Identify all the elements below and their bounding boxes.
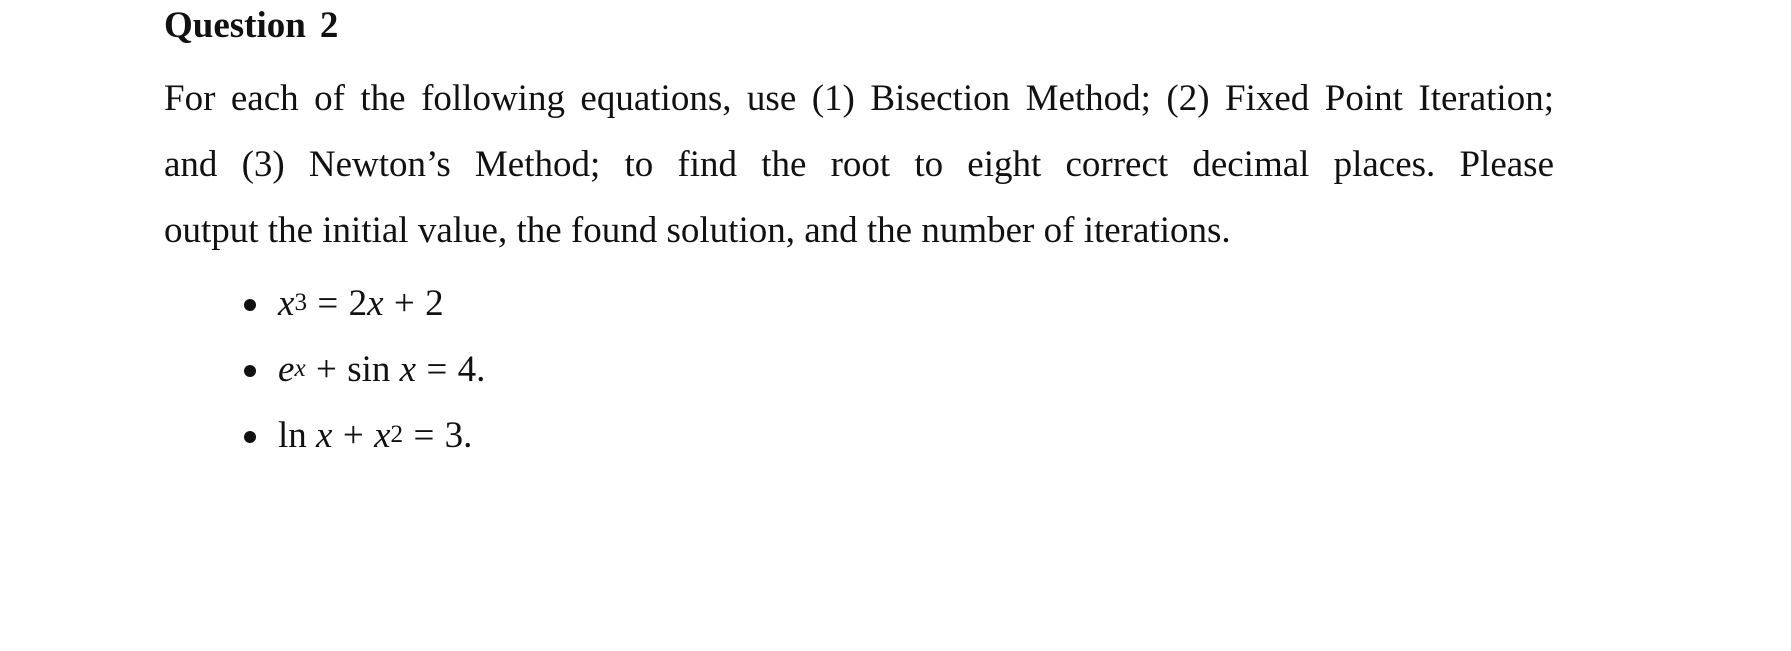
eq3-variable: x — [316, 414, 333, 456]
eq3-plus: + — [342, 414, 364, 456]
eq3-rhs: 3. — [444, 414, 473, 456]
instructions-line-2: and (3) Newton’s Method; to find the root to eight correct decimal places. Please — [164, 144, 1554, 185]
instructions-line-1: For each of the following equations, use (1) Bisection Method; (2) Fixed Point Iteration; — [164, 78, 1554, 119]
question-label: Question — [164, 5, 306, 46]
eq3-square-base: x — [374, 414, 391, 456]
bullet-icon — [244, 365, 256, 377]
eq1-rhs-coefficient: 2 — [348, 282, 368, 324]
equation-item-1: x 3 = 2 x + 2 — [244, 270, 485, 336]
equation-item-3: ln x + x 2 = 3. — [244, 402, 485, 468]
eq2-plus: + — [315, 348, 337, 390]
eq1-rhs-variable: x — [367, 282, 384, 324]
eq2-function: sin — [347, 348, 391, 390]
question-number: 2 — [319, 5, 339, 46]
question-instructions — [164, 66, 1554, 264]
eq1-rhs-constant: 2 — [425, 282, 444, 324]
bullet-icon — [244, 299, 256, 311]
eq1-equals: = — [317, 282, 339, 324]
eq2-base: e — [278, 348, 295, 390]
eq2-equals: = — [426, 348, 448, 390]
eq2-variable: x — [399, 348, 417, 390]
bullet-icon — [244, 431, 256, 443]
eq2-rhs: 4. — [457, 348, 486, 390]
equation-list — [244, 270, 485, 468]
instructions-line-3: output the initial value, the found solution, and the number of iterations. — [164, 210, 1231, 251]
eq3-function: ln — [278, 414, 307, 456]
eq3-equals: = — [413, 414, 435, 456]
equation-item-2: e x + sin x = 4. — [244, 336, 485, 402]
question-heading — [164, 2, 338, 50]
eq1-variable: x — [278, 282, 295, 324]
eq1-plus: + — [393, 282, 415, 324]
